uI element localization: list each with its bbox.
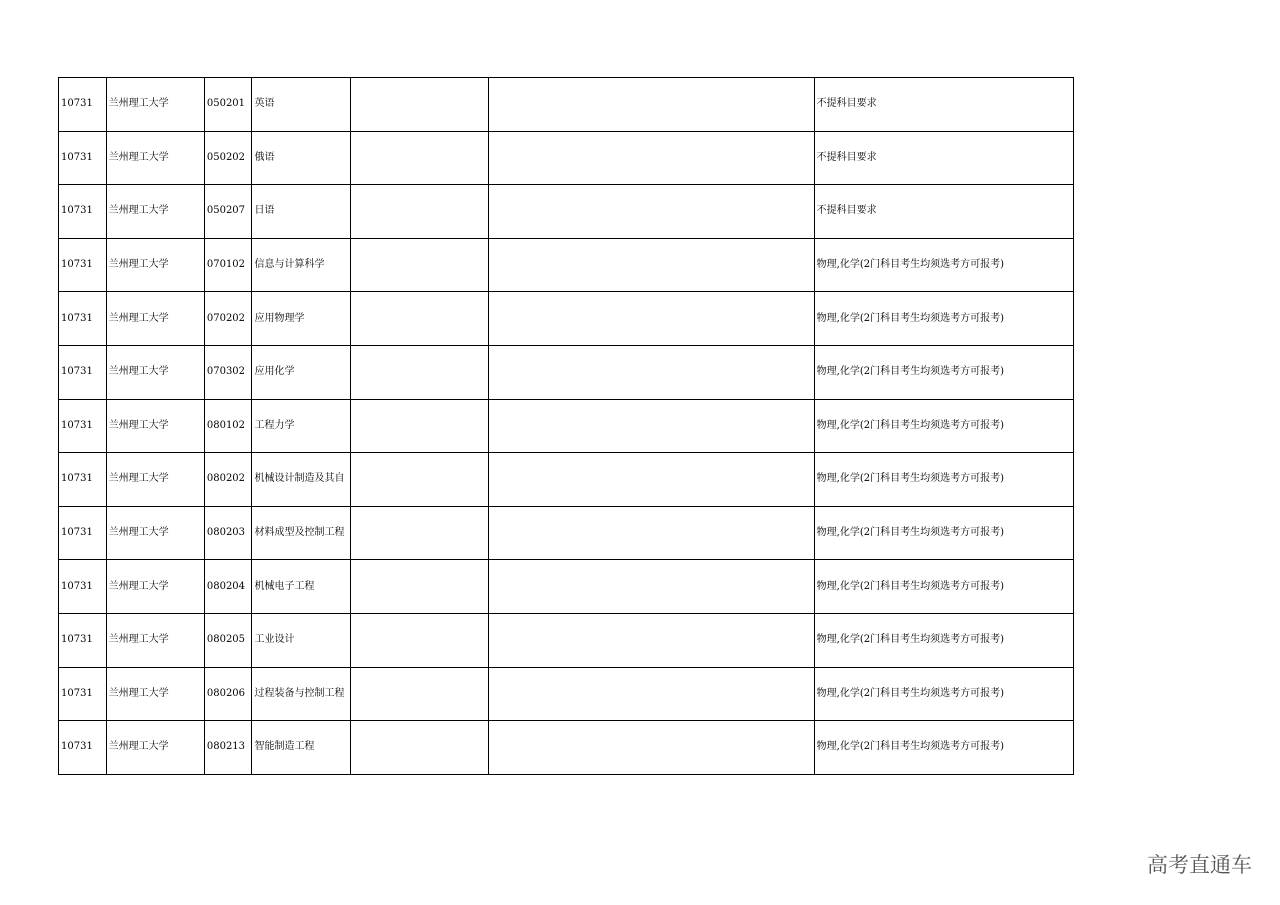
blank-cell [489, 667, 814, 721]
major-name-cell: 智能制造工程 [252, 721, 350, 775]
school-name-cell: 兰州理工大学 [106, 506, 204, 560]
school-name-cell: 兰州理工大学 [106, 453, 204, 507]
blank-cell [350, 721, 489, 775]
table-row [59, 238, 1074, 292]
subject-requirement-cell: 不提科目要求 [814, 131, 1073, 185]
blank-cell [350, 613, 489, 667]
school-code-cell: 10731 [59, 506, 107, 560]
school-name-cell: 兰州理工大学 [106, 721, 204, 775]
table-row [59, 345, 1074, 399]
major-name-cell: 过程装备与控制工程 [252, 667, 350, 721]
blank-cell [350, 399, 489, 453]
blank-cell [489, 345, 814, 399]
major-code-cell: 080213 [204, 721, 252, 775]
school-name-cell: 兰州理工大学 [106, 613, 204, 667]
school-code-cell: 10731 [59, 613, 107, 667]
school-name-cell: 兰州理工大学 [106, 399, 204, 453]
school-name-cell: 兰州理工大学 [106, 292, 204, 346]
school-name-cell: 兰州理工大学 [106, 185, 204, 239]
subject-requirement-cell: 物理,化学(2门科目考生均须选考方可报考) [814, 345, 1073, 399]
blank-cell [489, 185, 814, 239]
major-code-cell: 070302 [204, 345, 252, 399]
major-name-cell: 应用物理学 [252, 292, 350, 346]
school-name-cell: 兰州理工大学 [106, 560, 204, 614]
major-name-cell: 工程力学 [252, 399, 350, 453]
school-code-cell: 10731 [59, 292, 107, 346]
subject-requirements-table [58, 77, 1074, 775]
blank-cell [489, 399, 814, 453]
school-name-cell: 兰州理工大学 [106, 667, 204, 721]
major-code-cell: 080102 [204, 399, 252, 453]
blank-cell [489, 292, 814, 346]
subject-requirement-cell: 不提科目要求 [814, 185, 1073, 239]
subject-requirement-cell: 不提科目要求 [814, 78, 1073, 132]
blank-cell [350, 131, 489, 185]
major-name-cell: 材料成型及控制工程 [252, 506, 350, 560]
school-name-cell: 兰州理工大学 [106, 345, 204, 399]
school-code-cell: 10731 [59, 399, 107, 453]
watermark-text: 高考直通车 [1147, 853, 1252, 877]
subject-requirement-cell: 物理,化学(2门科目考生均须选考方可报考) [814, 506, 1073, 560]
school-code-cell: 10731 [59, 185, 107, 239]
table-row [59, 78, 1074, 132]
school-code-cell: 10731 [59, 78, 107, 132]
subject-requirement-cell: 物理,化学(2门科目考生均须选考方可报考) [814, 721, 1073, 775]
major-name-cell: 信息与计算科学 [252, 238, 350, 292]
table-row [59, 453, 1074, 507]
major-code-cell: 050201 [204, 78, 252, 132]
major-name-cell: 机械设计制造及其自 [252, 453, 350, 507]
table-row [59, 613, 1074, 667]
blank-cell [489, 613, 814, 667]
table-row [59, 721, 1074, 775]
blank-cell [489, 453, 814, 507]
school-code-cell: 10731 [59, 238, 107, 292]
table-row [59, 506, 1074, 560]
blank-cell [489, 560, 814, 614]
major-code-cell: 080206 [204, 667, 252, 721]
major-name-cell: 工业设计 [252, 613, 350, 667]
subject-requirement-cell: 物理,化学(2门科目考生均须选考方可报考) [814, 292, 1073, 346]
school-code-cell: 10731 [59, 345, 107, 399]
school-code-cell: 10731 [59, 667, 107, 721]
table-body [59, 78, 1074, 775]
blank-cell [489, 721, 814, 775]
school-code-cell: 10731 [59, 453, 107, 507]
blank-cell [350, 667, 489, 721]
blank-cell [489, 238, 814, 292]
subject-requirement-cell: 物理,化学(2门科目考生均须选考方可报考) [814, 453, 1073, 507]
school-code-cell: 10731 [59, 560, 107, 614]
major-code-cell: 080204 [204, 560, 252, 614]
major-name-cell: 日语 [252, 185, 350, 239]
major-name-cell: 俄语 [252, 131, 350, 185]
blank-cell [489, 78, 814, 132]
school-name-cell: 兰州理工大学 [106, 131, 204, 185]
major-code-cell: 070202 [204, 292, 252, 346]
school-code-cell: 10731 [59, 131, 107, 185]
blank-cell [489, 131, 814, 185]
subject-requirement-cell: 物理,化学(2门科目考生均须选考方可报考) [814, 613, 1073, 667]
blank-cell [350, 185, 489, 239]
table-row [59, 560, 1074, 614]
subject-requirement-cell: 物理,化学(2门科目考生均须选考方可报考) [814, 399, 1073, 453]
blank-cell [350, 560, 489, 614]
school-code-cell: 10731 [59, 721, 107, 775]
blank-cell [350, 345, 489, 399]
major-code-cell: 070102 [204, 238, 252, 292]
subject-requirement-cell: 物理,化学(2门科目考生均须选考方可报考) [814, 238, 1073, 292]
major-code-cell: 080202 [204, 453, 252, 507]
major-code-cell: 080203 [204, 506, 252, 560]
table-row [59, 292, 1074, 346]
school-name-cell: 兰州理工大学 [106, 78, 204, 132]
major-name-cell: 英语 [252, 78, 350, 132]
major-code-cell: 050202 [204, 131, 252, 185]
table-row [59, 131, 1074, 185]
table-row [59, 667, 1074, 721]
table-row [59, 399, 1074, 453]
subject-requirement-cell: 物理,化学(2门科目考生均须选考方可报考) [814, 667, 1073, 721]
blank-cell [350, 238, 489, 292]
major-code-cell: 050207 [204, 185, 252, 239]
blank-cell [350, 453, 489, 507]
blank-cell [350, 78, 489, 132]
blank-cell [350, 506, 489, 560]
major-name-cell: 应用化学 [252, 345, 350, 399]
blank-cell [350, 292, 489, 346]
blank-cell [489, 506, 814, 560]
subject-requirement-cell: 物理,化学(2门科目考生均须选考方可报考) [814, 560, 1073, 614]
table-row [59, 185, 1074, 239]
major-name-cell: 机械电子工程 [252, 560, 350, 614]
school-name-cell: 兰州理工大学 [106, 238, 204, 292]
major-code-cell: 080205 [204, 613, 252, 667]
